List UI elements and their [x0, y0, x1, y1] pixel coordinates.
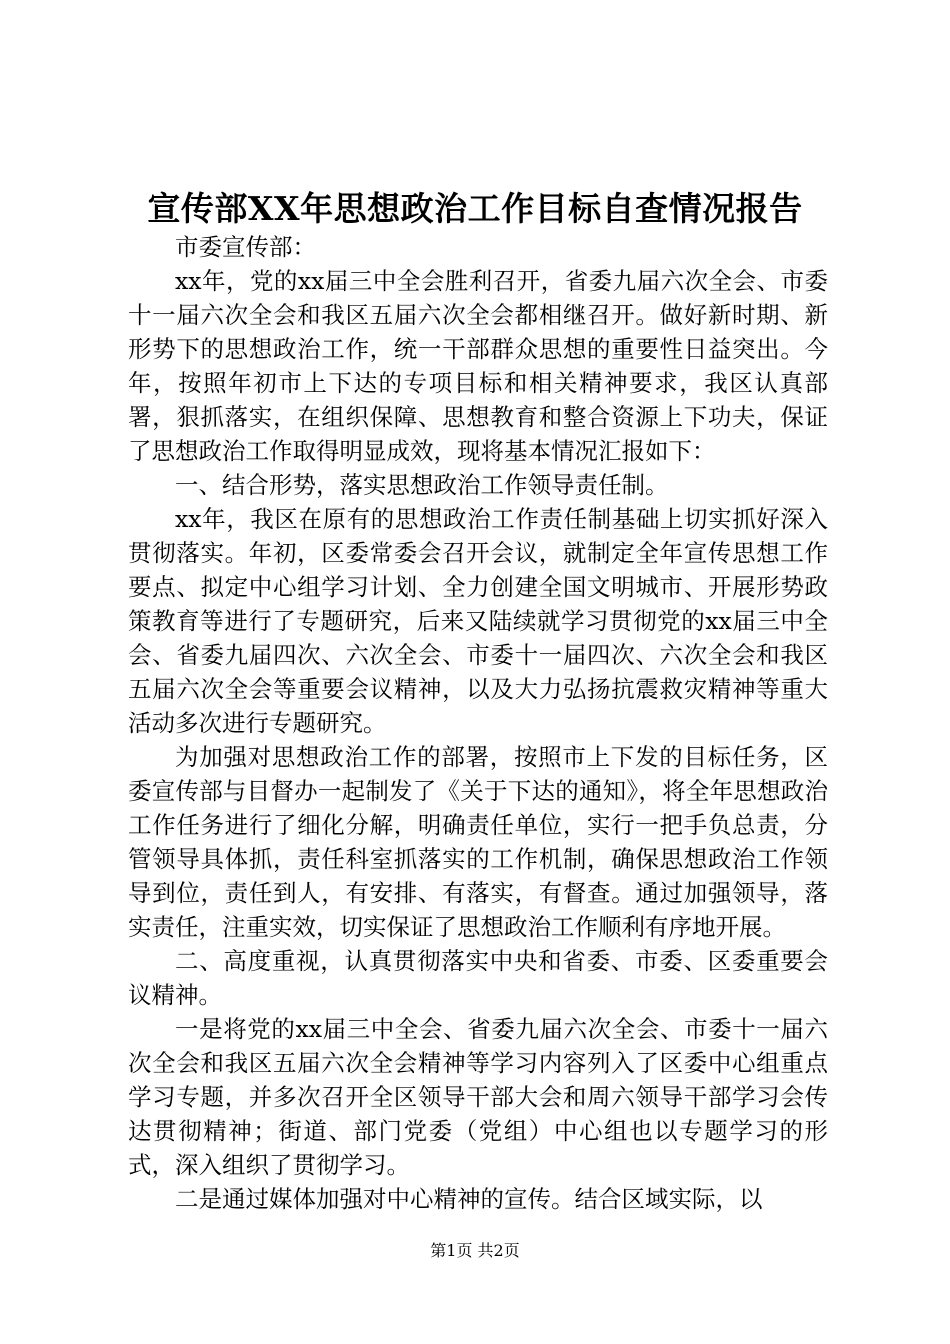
paragraph: xx年，我区在原有的思想政治工作责任制基础上切实抓好深入贯彻落实。年初，区委常委会召开会议，就制定全年宣传思想工作要点、拟定中心组学习计划、全力创建全国文明城市、开展形势政策教育等进行了专题研究，后来又陆续就学习贯彻党的xx届三中全会、省委九届四次、六次全会、市委十一届四次、六次全会和我区五届六次全会等重要会议精神，以及大力弘扬抗震救灾精神等重大活动多次进行专题研究。 — [128, 505, 828, 737]
page-footer: 第1页 共2页 — [430, 1241, 520, 1260]
section-heading-2: 二、高度重视，认真贯彻落实中央和省委、市委、区委重要会议精神。 — [128, 947, 828, 1009]
paragraph: 二是通过媒体加强对中心精神的宣传。结合区域实际，以 — [175, 1185, 763, 1213]
document-title: 宣传部XX年思想政治工作目标自查情况报告 — [147, 189, 803, 228]
paragraph-intro: xx年，党的xx届三中全会胜利召开，省委九届六次全会、市委十一届六次全会和我区五届六次全会都相继召开。做好新时期、新形势下的思想政治工作，统一干部群众思想的重要性日益突出。今年，按照年初市上下达的专项目标和相关精神要求，我区认真部署，狠抓落实，在组织保障、思想教育和整合资源上下功夫，保证了思想政治工作取得明显成效，现将基本情况汇报如下： — [128, 267, 828, 465]
paragraph: 为加强对思想政治工作的部署，按照市上下发的目标任务，区委宣传部与目督办一起制发了《关于下达的通知》，将全年思想政治工作任务进行了细化分解，明确责任单位，实行一把手负总责，分管领导具体抓，责任科室抓落实的工作机制，确保思想政治工作领导到位，责任到人，有安排、有落实，有督查。通过加强领导，落实责任，注重实效，切实保证了思想政治工作顺利有序地开展。 — [128, 743, 828, 941]
section-heading-1: 一、结合形势，落实思想政治工作领导责任制。 — [175, 471, 669, 499]
document-body — [128, 230, 828, 1216]
paragraph: 一是将党的xx届三中全会、省委九届六次全会、市委十一届六次全会和我区五届六次全会精神等学习内容列入了区委中心组重点学习专题，并多次召开全区领导干部大会和周六领导干部学习会传达贯彻精神；街道、部门党委（党组）中心组也以专题学习的形式，深入组织了贯彻学习。 — [128, 1015, 828, 1179]
salutation: 市委宣传部： — [175, 233, 316, 261]
